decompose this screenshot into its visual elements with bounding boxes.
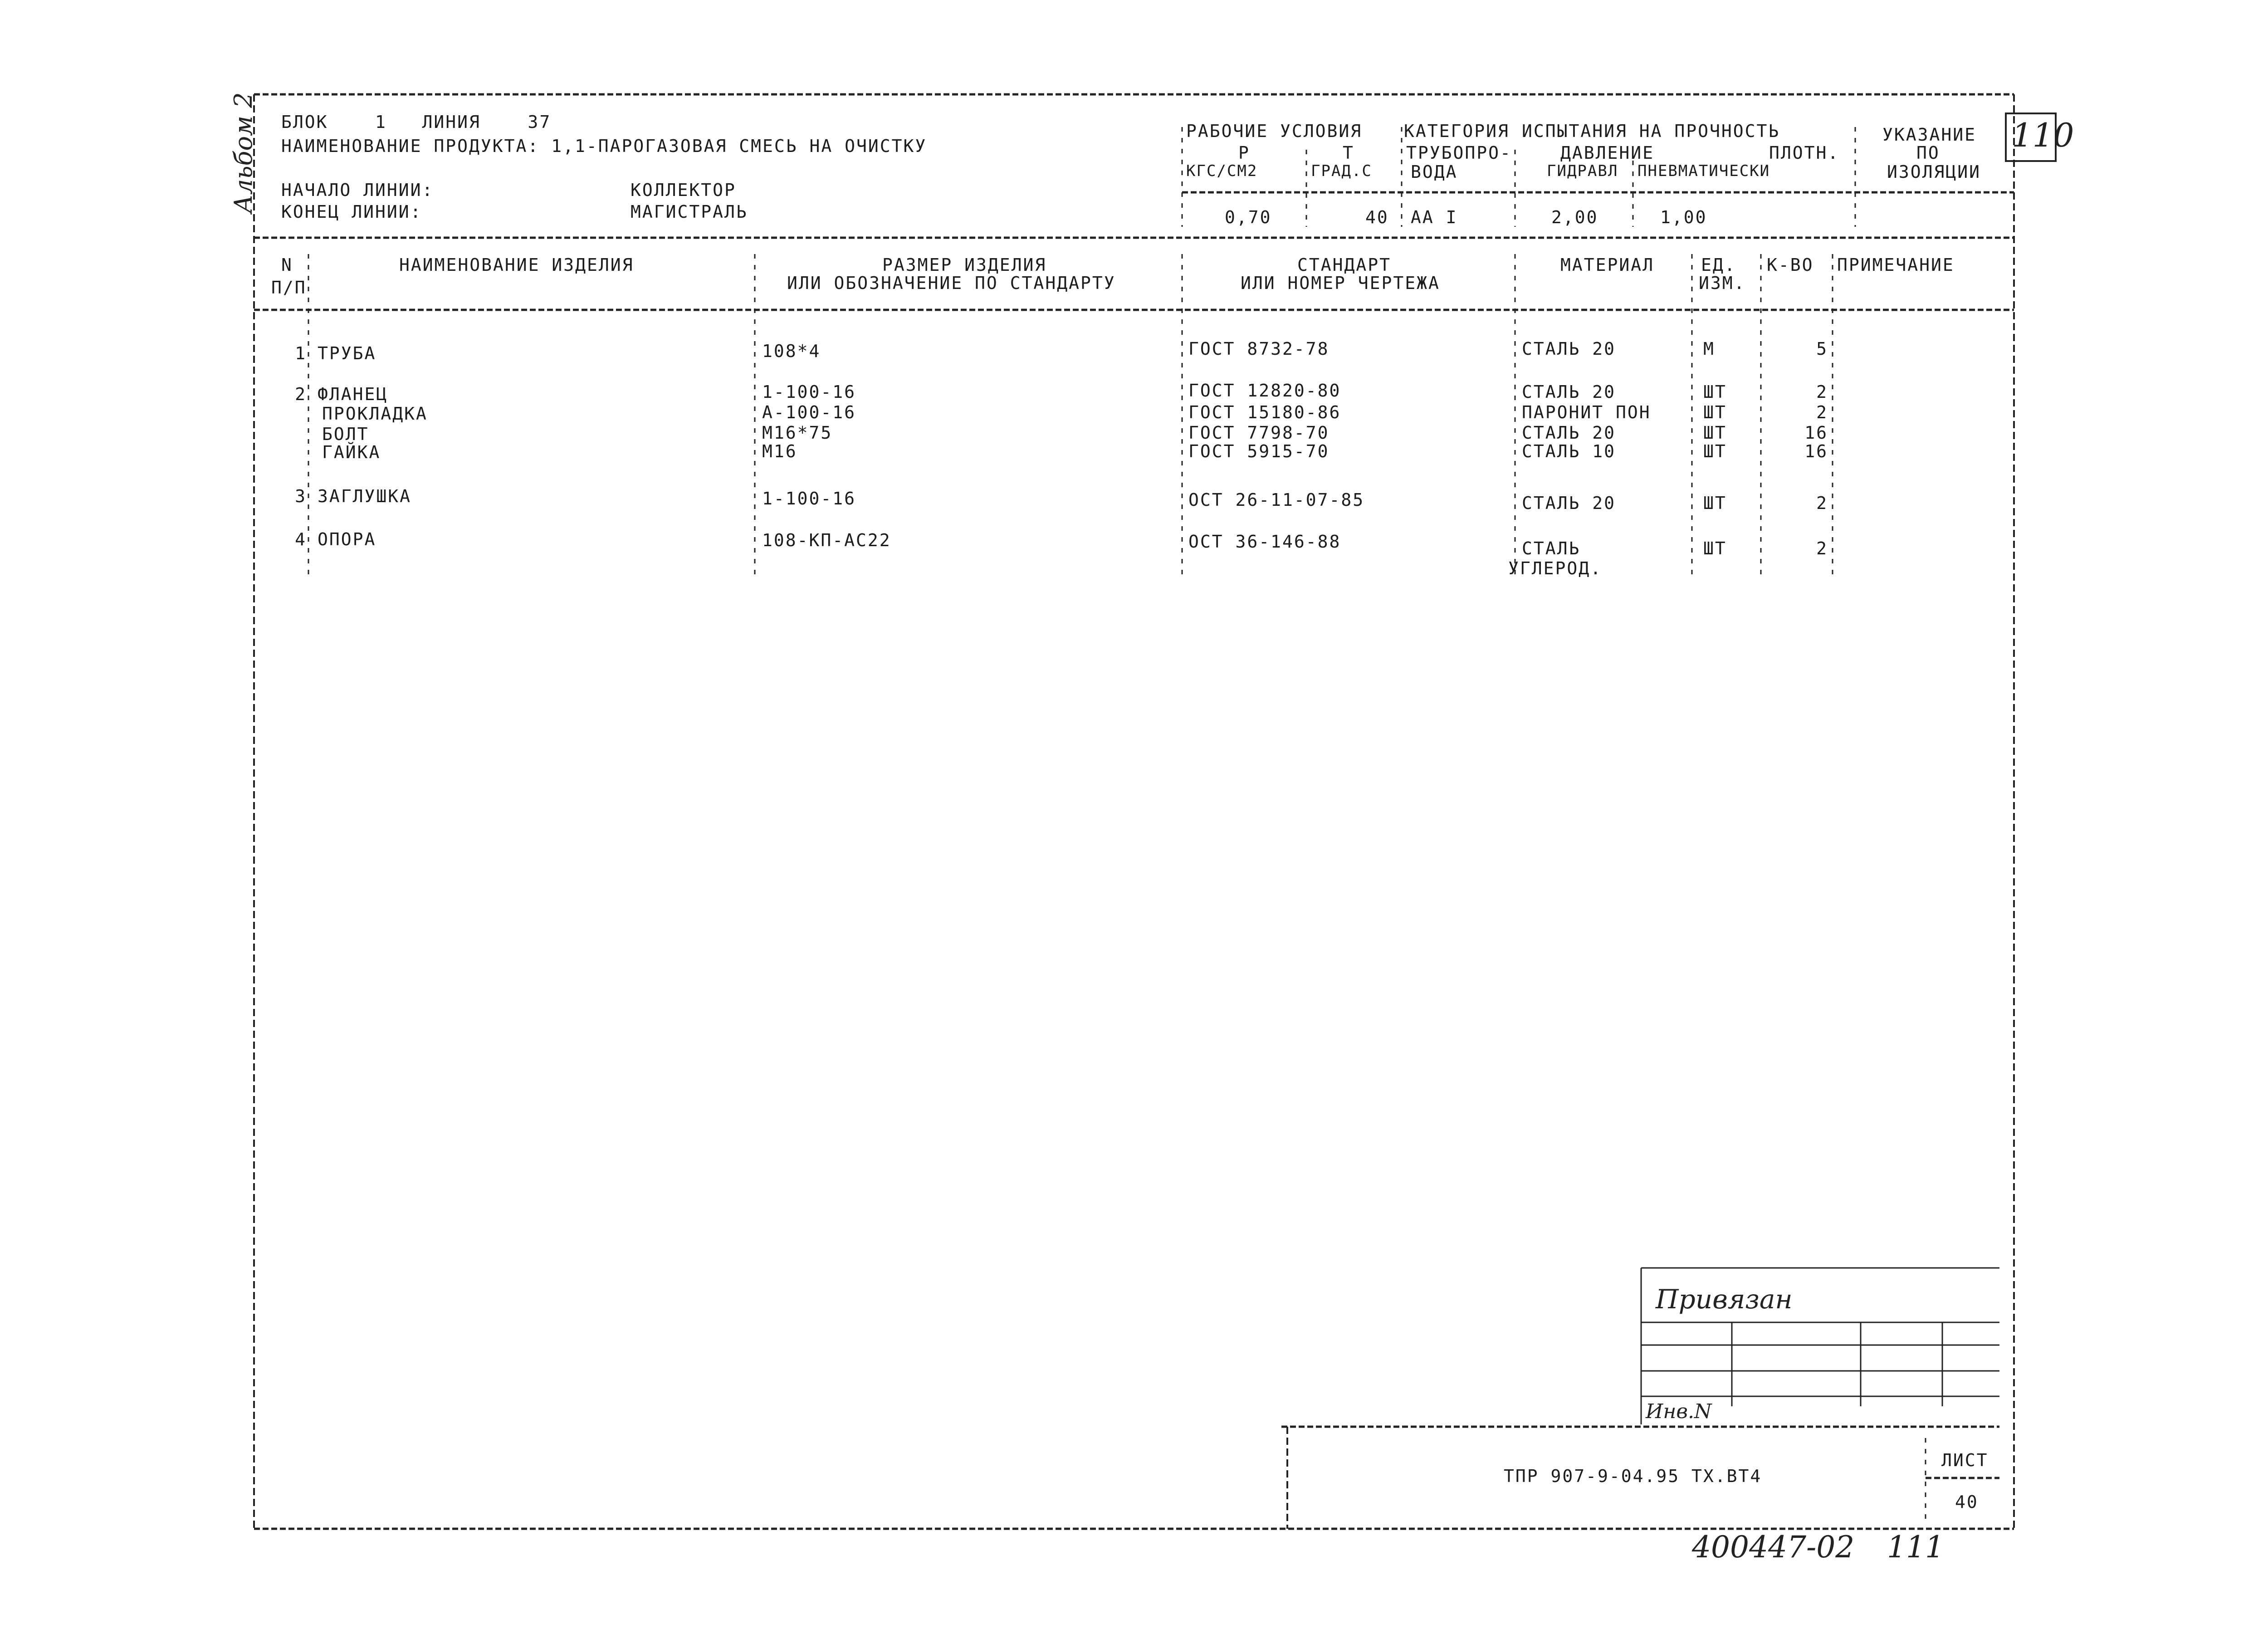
pressure-value: 0,70: [1225, 207, 1272, 227]
row-size: 108-КП-АС22: [762, 530, 891, 550]
row-material: СТАЛЬ 10: [1522, 441, 1616, 461]
temperature-label: Т: [1343, 143, 1354, 163]
row-name: БОЛТ: [322, 424, 369, 444]
insulation-line2: ПО: [1916, 143, 1940, 163]
tests-pressure: ДАВЛЕНИЕ: [1560, 143, 1655, 163]
row-size: М16: [762, 441, 797, 461]
col-size-header-2: ИЛИ ОБОЗНАЧЕНИЕ ПО СТАНДАРТУ: [787, 273, 1116, 293]
col-size-header: РАЗМЕР ИЗДЕЛИЯ: [882, 255, 1047, 275]
row-size: А-100-16: [762, 402, 856, 422]
line-start-label: НАЧАЛО ЛИНИИ:: [281, 180, 434, 200]
line-end-label: КОНЕЦ ЛИНИИ:: [281, 202, 422, 222]
insulation-line3: ИЗОЛЯЦИИ: [1887, 162, 1981, 182]
row-material: СТАЛЬ 20: [1522, 339, 1616, 359]
bound-label: Привязан: [1656, 1284, 1793, 1315]
tests-hydraulic: ГИДРАВЛ: [1547, 162, 1618, 180]
row-num: 2: [295, 384, 307, 404]
archive-code: 400447-02: [1692, 1530, 1855, 1565]
conditions-title: РАБОЧИЕ УСЛОВИЯ: [1186, 121, 1363, 141]
col-standard-header: СТАНДАРТ: [1297, 255, 1392, 275]
row-standard: ГОСТ 8732-78: [1188, 339, 1330, 359]
temperature-unit: ГРАД.С: [1311, 162, 1372, 180]
line-start-value: КОЛЛЕКТОР: [631, 180, 736, 200]
row-qty: 16: [1804, 441, 1828, 461]
tests-density: ПЛОТН.: [1769, 143, 1840, 163]
pressure-label: Р: [1238, 143, 1250, 163]
row-qty: 5: [1816, 339, 1828, 359]
row-standard: ГОСТ 15180-86: [1188, 402, 1341, 422]
row-size: 1-100-16: [762, 382, 856, 402]
document-code: ТПР 907-9-04.95 ТХ.ВТ4: [1504, 1466, 1762, 1486]
category-title: КАТЕГОРИЯ: [1404, 121, 1510, 141]
row-material: СТАЛЬ: [1522, 538, 1581, 558]
row-material-2: УГЛЕРОД.: [1508, 558, 1603, 578]
tests-pneumatic: ПНЕВМАТИЧЕСКИ: [1637, 162, 1770, 180]
inventory-label: Инв.N: [1646, 1400, 1712, 1423]
row-standard: ГОСТ 12820-80: [1188, 381, 1341, 401]
row-size: 1-100-16: [762, 489, 856, 509]
row-qty: 2: [1816, 538, 1828, 558]
pressure-unit: КГС/СМ2: [1186, 162, 1258, 180]
row-name: ПРОКЛАДКА: [322, 404, 428, 424]
row-name: ТРУБА: [318, 343, 376, 363]
row-name: ОПОРА: [318, 529, 376, 549]
row-size: М16*75: [762, 423, 833, 443]
row-unit: ШТ: [1703, 441, 1727, 461]
col-num-header: N: [281, 255, 293, 275]
temperature-value: 40: [1365, 207, 1389, 227]
row-material: СТАЛЬ 20: [1522, 423, 1616, 443]
row-material: СТАЛЬ 20: [1522, 493, 1616, 513]
row-num: 4: [295, 529, 307, 549]
row-qty: 2: [1816, 493, 1828, 513]
row-standard: ОСТ 26-11-07-85: [1188, 490, 1365, 510]
category-line3: ВОДА: [1411, 162, 1458, 182]
pneumatic-value: 1,00: [1660, 207, 1707, 227]
row-unit: М: [1703, 339, 1715, 359]
row-size: 108*4: [762, 341, 821, 361]
col-standard-header-2: ИЛИ НОМЕР ЧЕРТЕЖА: [1241, 273, 1440, 293]
sheet-number: 40: [1955, 1492, 1979, 1512]
row-qty: 16: [1804, 423, 1828, 443]
tests-title: ИСПЫТАНИЯ НА ПРОЧНОСТЬ: [1522, 121, 1780, 141]
col-unit-header-2: ИЗМ.: [1699, 273, 1746, 293]
row-standard: ОСТ 36-146-88: [1188, 532, 1341, 552]
col-num-header-2: П/П: [271, 278, 307, 298]
row-qty: 2: [1816, 382, 1828, 402]
row-material: ПАРОНИТ ПОН: [1522, 402, 1651, 422]
line-end-value: МАГИСТРАЛЬ: [631, 202, 748, 222]
row-unit: ШТ: [1703, 493, 1727, 513]
page-number: 110: [2012, 116, 2074, 154]
row-unit: ШТ: [1703, 538, 1727, 558]
sheet-label: ЛИСТ: [1941, 1450, 1989, 1470]
row-name: ФЛАНЕЦ: [318, 384, 388, 404]
row-standard: ГОСТ 7798-70: [1188, 423, 1330, 443]
insulation-line1: УКАЗАНИЕ: [1882, 125, 1977, 145]
row-name: ГАЙКА: [322, 442, 381, 462]
col-material-header: МАТЕРИАЛ: [1560, 255, 1655, 275]
col-name-header: НАИМЕНОВАНИЕ ИЗДЕЛИЯ: [399, 255, 634, 275]
album-label: Альбом 2: [229, 92, 258, 213]
category-line2: ТРУБОПРО-: [1406, 143, 1512, 163]
col-unit-header: ЕД.: [1701, 255, 1736, 275]
product-name: НАИМЕНОВАНИЕ ПРОДУКТА: 1,1-ПАРОГАЗОВАЯ СМЕСЬ НА ОЧИСТКУ: [281, 136, 927, 156]
row-unit: ШТ: [1703, 402, 1727, 422]
row-standard: ГОСТ 5915-70: [1188, 441, 1330, 461]
footer-page-number: 111: [1887, 1530, 1944, 1565]
row-num: 3: [295, 486, 307, 506]
category-value: АА I: [1411, 207, 1458, 227]
block-line-title: БЛОК 1 ЛИНИЯ 37: [281, 112, 552, 132]
row-num: 1: [295, 343, 307, 363]
hydraulic-value: 2,00: [1551, 207, 1598, 227]
col-note-header: ПРИМЕЧАНИЕ: [1837, 255, 1955, 275]
col-qty-header: К-ВО: [1767, 255, 1814, 275]
row-unit: ШТ: [1703, 423, 1727, 443]
row-name: ЗАГЛУШКА: [318, 486, 412, 506]
row-unit: ШТ: [1703, 382, 1727, 402]
row-material: СТАЛЬ 20: [1522, 382, 1616, 402]
row-qty: 2: [1816, 402, 1828, 422]
